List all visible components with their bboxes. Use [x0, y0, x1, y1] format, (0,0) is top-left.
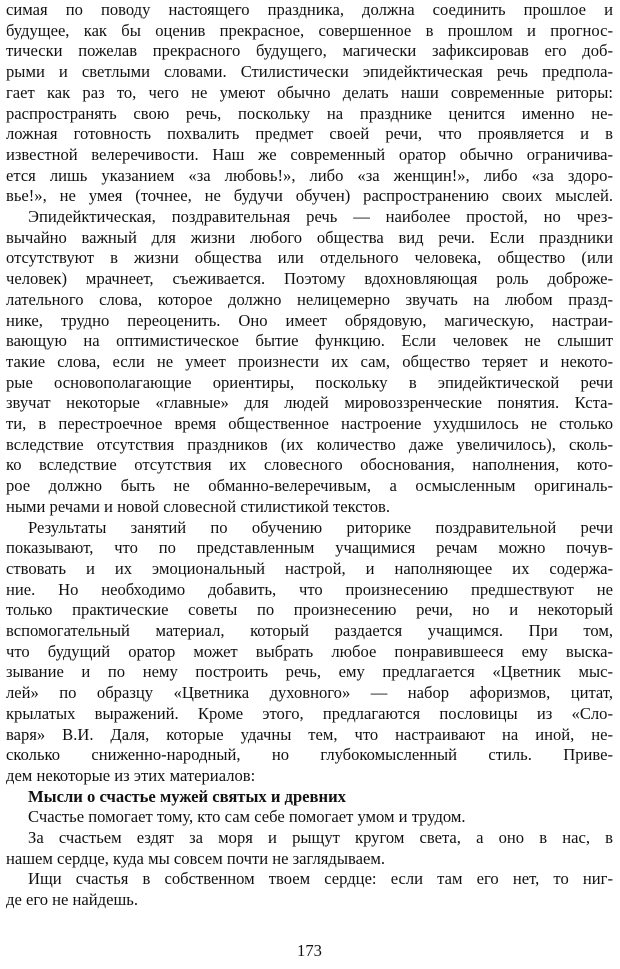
text-line: будущее, как бы оценив прекрасное, совершенное в прошлом и прогнос-	[6, 20, 613, 40]
paragraph-first-line: Ищи счастья в собственном твоем сердце: если там его нет, то ниг-	[28, 869, 613, 889]
text-line: крылатых выражений. Кроме этого, предлагаются пословицы из «Сло-	[6, 703, 613, 723]
text-line: сколько сниженно-народный, но глубокомысленный стиль. Приве-	[6, 745, 613, 765]
text-line: ется лишь указанием «за любовь!», либо «за женщин!», либо «за здоро-	[6, 165, 613, 185]
paragraph-first-line: Счастье помогает тому, кто сам себе помогает умом и трудом.	[28, 807, 466, 827]
text-line: дем некоторые из этих материалов:	[6, 765, 256, 785]
text-line: ко вследствие отсутствия их словесного обоснования, наполнения, кото-	[6, 455, 613, 475]
text-line: вье!», не умея (точнее, не будучи обучен) распространению своих мыслей.	[6, 186, 613, 206]
text-line: де его не найдешь.	[6, 890, 138, 910]
text-line: вычайно важный для жизни любого общества вид речи. Если праздники	[6, 227, 613, 247]
text-line: лей» по образцу «Цветника духовного» — набор афоризмов, цитат,	[6, 683, 613, 703]
section-heading: Мысли о счастье мужей святых и древних	[28, 786, 346, 806]
text-line: нике, трудно переоценить. Оно имеет обрядовую, магическую, настраи-	[6, 310, 613, 330]
text-line: человек) мрачнеет, съеживается. Поэтому вдохновляющая роль доброже-	[6, 269, 613, 289]
text-line: рыми и светлыми словами. Стилистически эпидейктическая речь предпола-	[6, 62, 613, 82]
text-line: звучат некоторые «главные» для людей мировоззренческие понятия. Кста-	[6, 393, 613, 413]
text-line: вспомогательный материал, который раздается учащимся. При том,	[6, 621, 613, 640]
text-line: рое должно быть не обманно-велеречивым, а осмысленным оригиналь-	[6, 476, 613, 496]
text-line: гает как раз то, чего не умеют обычно делать наши современные риторы:	[6, 82, 613, 102]
text-line: ти, в перестроечное время общественное настроение ухудшилось не столько	[6, 414, 613, 433]
paragraph-first-line: Результаты занятий по обучению риторике поздравительной речи	[28, 517, 613, 537]
paragraph-first-line: За счастьем ездят за моря и рыщут кругом света, а оно в нас, в	[28, 828, 613, 847]
text-line: зывание и по нему построить речь, ему предлагается «Цветник мыс-	[6, 662, 613, 682]
text-line: ствовать и их эмоциональный настрой, и наполняющее их содержа-	[6, 558, 613, 578]
text-line: нашем сердце, куда мы совсем почти не заглядываем.	[6, 848, 385, 868]
text-line: распространять свою речь, поскольку на празднике ценится именно не-	[6, 103, 613, 123]
page-number: 173	[297, 941, 322, 960]
text-line: отсутствуют в жизни общества или отдельного человека, общество (или	[6, 248, 613, 268]
text-line: ложная готовность похвалить предмет своей речи, что проявляется и в	[6, 124, 613, 144]
book-page	[6, 0, 613, 969]
text-line: известной велеречивости. Наш же современный оратор обычно ограничива-	[6, 144, 613, 164]
paragraph-first-line: Эпидейктическая, поздравительная речь — наиболее простой, но чрез-	[28, 207, 613, 226]
text-line: варя» В.И. Даля, которые удачны тем, что настраивают на иной, не-	[6, 724, 613, 744]
text-line: ние. Но необходимо добавить, что произнесению предшествуют не	[6, 579, 613, 599]
text-line: симая по поводу настоящего праздника, должна соединить прошлое и	[6, 0, 613, 19]
text-line: ными речами и новой словесной стилистикой текстов.	[6, 496, 390, 516]
text-line: показывают, что по представленным учащимися речам можно почув-	[6, 538, 613, 558]
text-line: вследствие отсутствия праздников (их количество даже увеличилось), сколь-	[6, 434, 613, 454]
text-line: тически пожелав прекрасного будущего, магически зафиксировав его доб-	[6, 41, 613, 61]
text-line: лательного слова, которое должно нелицемерно звучать на любом празд-	[6, 289, 613, 309]
text-line: такие слова, если не умеет произнести их сам, общество теряет и некото-	[6, 351, 613, 371]
text-line: рые основополагающие ориентиры, поскольку в эпидейктической речи	[6, 372, 613, 392]
text-line: только практические советы по произнесению речи, но и некоторый	[6, 600, 613, 620]
text-line: что будущий оратор может выбрать любое понравившееся ему выска-	[6, 641, 613, 661]
text-line: вающую на оптимистическое бытие функцию. Если человек не слышит	[6, 331, 613, 351]
